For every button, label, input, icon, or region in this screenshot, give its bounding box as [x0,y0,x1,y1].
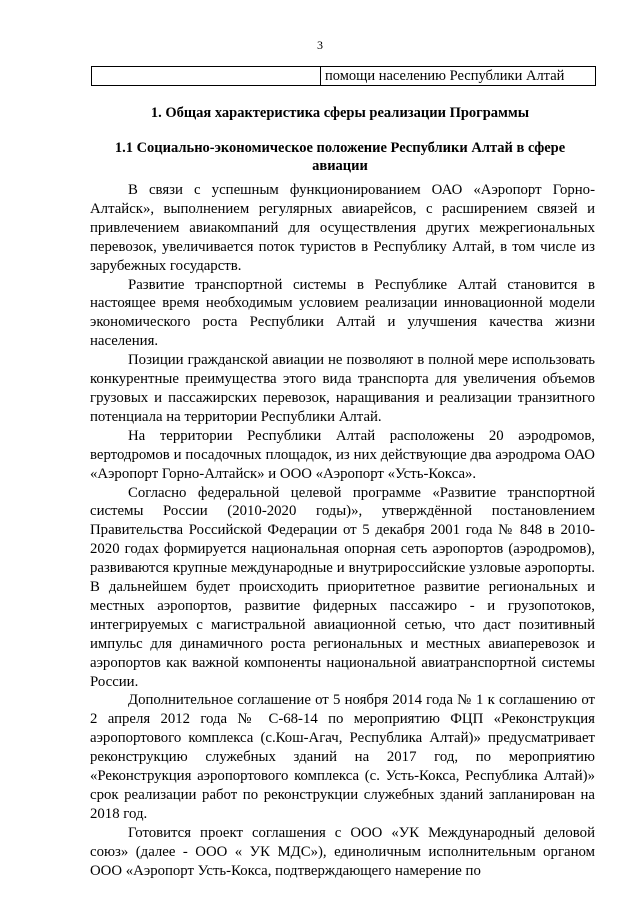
continuation-table [91,66,596,86]
section-heading: 1. Общая характеристика сферы реализации Программы [150,105,530,121]
paragraph: Согласно федеральной целевой программе «Развитие транспортной системы России (2010-2020 годы)», утверждённой постановлением Правительства Российской Федерации от 5 декабря 2001 года № 848 в 2010-2020 годах формируется национальная опорная сеть аэропортов (аэродромов), развиваются крупные международные и внутрироссийские узловые аэропорты. В дальнейшем будет происходить приоритетное развитие региональных и местных аэропортов, развитие фидерных пассажиро - и грузопотоков, интегрируемых с магистральной авиационной сетью, что даст позитивный импульс для динамичного роста региональных и местных авиаперевозок и аэропортов как важной компоненты национальной авиатранспортной системы России. [90,484,595,690]
paragraph: Развитие транспортной системы в Республике Алтай становится в настоящее время необходимым условием реализации инновационной модели экономического роста Республики Алтай и улучшения качества жизни населения. [90,276,595,350]
paragraph: Готовится проект соглашения с ООО «УК Международный деловой союз» (далее - ООО « УК МДС»), единоличным исполнительным органом ООО «Аэропорт Усть-Кокса, подтверждающего намерение по [90,824,595,879]
paragraph: В связи с успешным функционированием ОАО «Аэропорт Горно-Алтайск», выполнением регулярных авиарейсов, с расширением связей и привлечением авиакомпаний для осуществления других межрегиональных перевозок, увеличивается поток туристов в Республику Алтай, в том числе из зарубежных государств. [90,182,595,274]
subsection-heading-line-2: авиации [312,158,368,174]
paragraph: Позиции гражданской авиации не позволяют в полной мере использовать конкурентные преимущества этого вида транспорта для увеличения объемов грузовых и пассажирских перевозок, наращивания и реализации транзитного потенциала на территории Республики Алтай. [90,352,595,425]
table-cell-right: помощи населению Республики Алтай [321,67,596,86]
subsection-heading-line-1: 1.1 Социально-экономическое положение Республики Алтай в сфере [114,140,566,156]
paragraph: Дополнительное соглашение от 5 ноября 2014 года № 1 к соглашению от 2 апреля 2012 года № С-68-14 по мероприятию ФЦП «Реконструкция аэропортового комплекса (с.Кош-Агач, Республика Алтай)» предусматривает реконструкцию служебных зданий на 2017 год, по мероприятию «Реконструкция аэропортового комплекса (с. Усть-Кокса, Республика Алтай)» срок реализации работ по реконструкции служебных зданий запланирован на 2018 год. [90,692,595,822]
paragraph: На территории Республики Алтай расположены 20 аэродромов, вертодромов и посадочных площадок, из них действующие два аэродрома ОАО «Аэропорт Горно-Алтайск» и ООО «Аэропорт «Усть-Кокса». [90,427,595,482]
body-text [90,181,595,881]
table-cell-left [92,67,321,86]
page-number: 3 [317,38,323,52]
subsection-heading [60,139,620,175]
table-row [92,67,596,86]
